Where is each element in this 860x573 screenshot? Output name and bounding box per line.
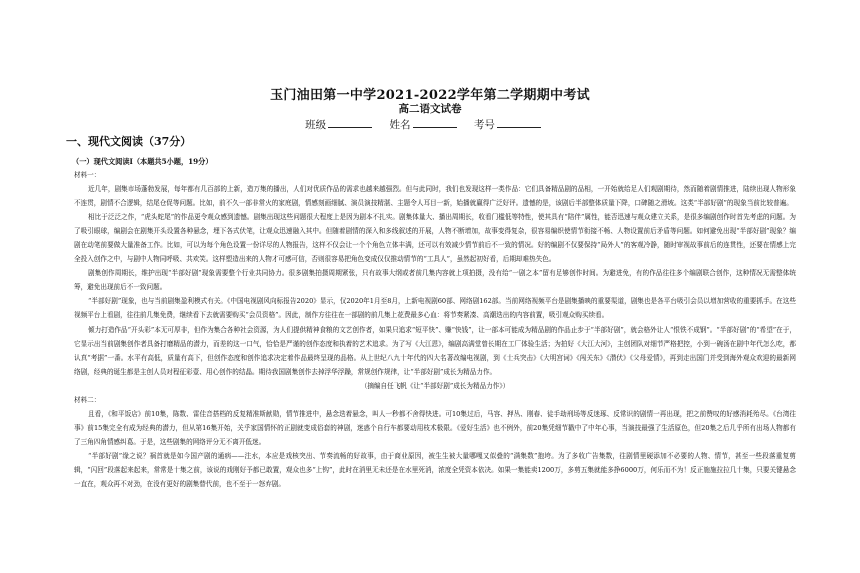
class-blank (328, 118, 372, 128)
exam-subtitle: 高二语文试卷 (398, 103, 462, 115)
student-info-fields (0, 117, 860, 132)
paragraph: 近几年，剧集市场蓬勃发展，每年都有几百部的上新，造万集的播出，人们对优质作品的需求也越来越强烈。但与此同时，我们也发现这样一类作品：它们具备精品剧的品相，一开始就给足人们观剧期待，然而随着剧情推进，陆续出现人物形象不连贯，剧情不合逻辑，结尾仓促等问题。比如，前不久一部非常火的家庭剧，情感刻画细腻、演员演技精湛、主题令人耳目一新，始播就赢得广泛好评。遗憾的是，该剧后半部整体质量下降，口碑随之滑坡。这类“半部好剧”的现象当前比较普遍。 (74, 185, 796, 208)
class-label: 班级 (305, 119, 327, 131)
name-blank (413, 118, 457, 128)
exam-title: 玉门油田第一中学2021-2022学年第二学期期中考试 (270, 88, 590, 103)
material-two-label: 材料二： (74, 395, 101, 404)
paragraph: 且看，《和平饭店》前10集，陈数、雷佳音搭档的反复精准斯献勋，情节推进中，悬念迭着悬念，叫人一秒都不舍得快进。可10集过后，马容、押丛、刚春、徒手劫刑场等反迷琢、反常识的剧情一再出现，把之前赞叹的好感消耗殆尽。《台湾往事》前15集完全有成为经典的潜力，但从第16集开始，关乎家国情怀的正剧就变成俗套的神剧，迷惑个自行车都要动用枝术极限。《爱好生活》也不例外，前20集凭细节戳中了中年心事，当演技最强了生活原色，但20集之后几乎所有出场人物都有了三角四角情感纠葛。于是，这些剧集的网络评分无不离开低迷。 (74, 409, 796, 446)
paragraph: 倾力打造作品“开头彩”本无可厚非，但作为集合各种社会资源，为人们提供精神食粮的文艺创作者，如果只追求“短平快”、赚“快钱”，让一部本可能成为精品剧的作品止步于“半部好剧”，就会格外让人“恨铁不成钢”。“半部好剧”的“希望”在于，它显示出当前剧集创作者具备打磨精品的潜力，而差的这一口气，恰恰是严谨的创作态度和执着的艺术追求。为了写《大江恩》，编剧高满堂曾长期在工厂体验生活；为拍好《大江大河》，主创团队对细节严格把控，小到一碗汤在剧中年代怎么吃，都认真“考据”一番。水平有高低，质量有高下，但创作态度和创作追求决定着作品最终呈现的品格。从上世纪八九十年代的四大名著改编电视剧，到《士兵突击》《大明宫词》《闯关东》《潜伏》《父母爱情》，再到走出国门并受到海外观众欢迎的最新网络剧，经典的诞生都是主创人员对程征彩壹、用心创作的结晶。期待我国剧集创作去掉浮华浮躁，常规创作规律，让“半部好剧”成长为精品力作。 (74, 325, 796, 376)
reading-material (74, 168, 796, 491)
name-label: 姓名 (389, 119, 411, 131)
id-blank (497, 118, 541, 128)
material-one-label: 材料一： (74, 171, 101, 179)
part-heading: （一）现代文阅读Ⅰ（本题共5小题，19分） (72, 157, 213, 166)
paragraph: “半部好剧”现象，也与当前剧集盈利模式有关。《中国电视剧风向标报告2020》显示，仅2020年1月至8月，上新电视剧60部、网络剧162部。当前网络视频平台是剧集播映的重要渠道，剧集也是各平台吸引会员以增加营收的重要抓手。在这些视频平台上看剧，往往前几集免费，继续看下去就需要购买“会员资格”。因此，制作方往往在一部剧的前几集上花费最多心血：将节奏紧凑、高潮迭出的内容前置，吸引观众购买续看。 (74, 297, 796, 320)
id-label: 考号 (473, 119, 495, 131)
paragraph: 相比于泛泛之作，“虎头蛇尾”的作品更令观众感到遗憾。剧集出现这些问题很大程度上是因为剧本不扎实。剧集体量大、播出周期长，收看门槛低等特性，使其具有“陪伴”属性，能否迅速与观众建立关系，是很多编剧创作时首先考虑的问题。为了吸引眼球，编剧会在剧集开头设置各种悬念，埋下各式伏笔，让观众迅速融入其中。但随着剧情的深入和多线叙述的开展，人物不断增加，故事变得复杂，很容易编织使情节衔接不畅、人物设置前后矛盾等问题。如何避免出现“半部好剧”现象？编剧在动笔前要做大量准备工作。比如，可以为每个角色设置一份详尽的人物报告，这样不仅会让一个个角色立体丰满，还可以有效减少情节前后不一致的情况。好的编剧不仅要保持“局外人”的客观冷静，随时审视故事前后的连贯性，还要在情感上完全投入创作之中，与剧中人物同呼吸、共欢笑。这样塑造出来的人物才可感可信，否则很容易把角色变成仅仅推动情节的“工具人”，虽然起初好看，后期却难热失色。 (74, 213, 796, 264)
paragraph: “半部好剧”缘之说？祸首就是如今国产剧的通病——注水，本应是戏核突出、节奏流畅的好故事，由于商业原因，被生生被大量哪嘎又似叠的“满集数”抱垮。为了多收广告集数，往剧情里硬添加不必要的人物、情节，甚至一些段落重复剪辑，“闪回”段落起来起来，常常是十集之前，该说的戏刚好予都已敢置，观众也多“上钩”，此时在消里无未还是在水里死消，浓度全凭资本依决。如果一集能卖1200万，多剪五集就能多挣6000万，何乐而不为！反正施施拉拉几十集，只要关键悬念一直在，观众再不对劲，在没有更好的剧集替代前，也不至于一怒弃剧。 (74, 451, 796, 489)
paragraph: 剧集创作周期长，维护出现“半部好剧”现象需要整个行业共同协力。很多剧集拍摄周期紧张，只有故事大纲或者前几集内容就上项拍摄，没有给“一剧之本”留有足够创作时间。为避进免，有的作品往往多个编剧联合创作，这种情况无需整体统筹，避免出现前后不一致问题。 (74, 269, 796, 292)
section-heading: 一、现代文阅读（37分） (66, 135, 192, 148)
source-citation: （摘编自任飞帆《让“半部好剧”成长为精品力作》） (360, 381, 510, 390)
